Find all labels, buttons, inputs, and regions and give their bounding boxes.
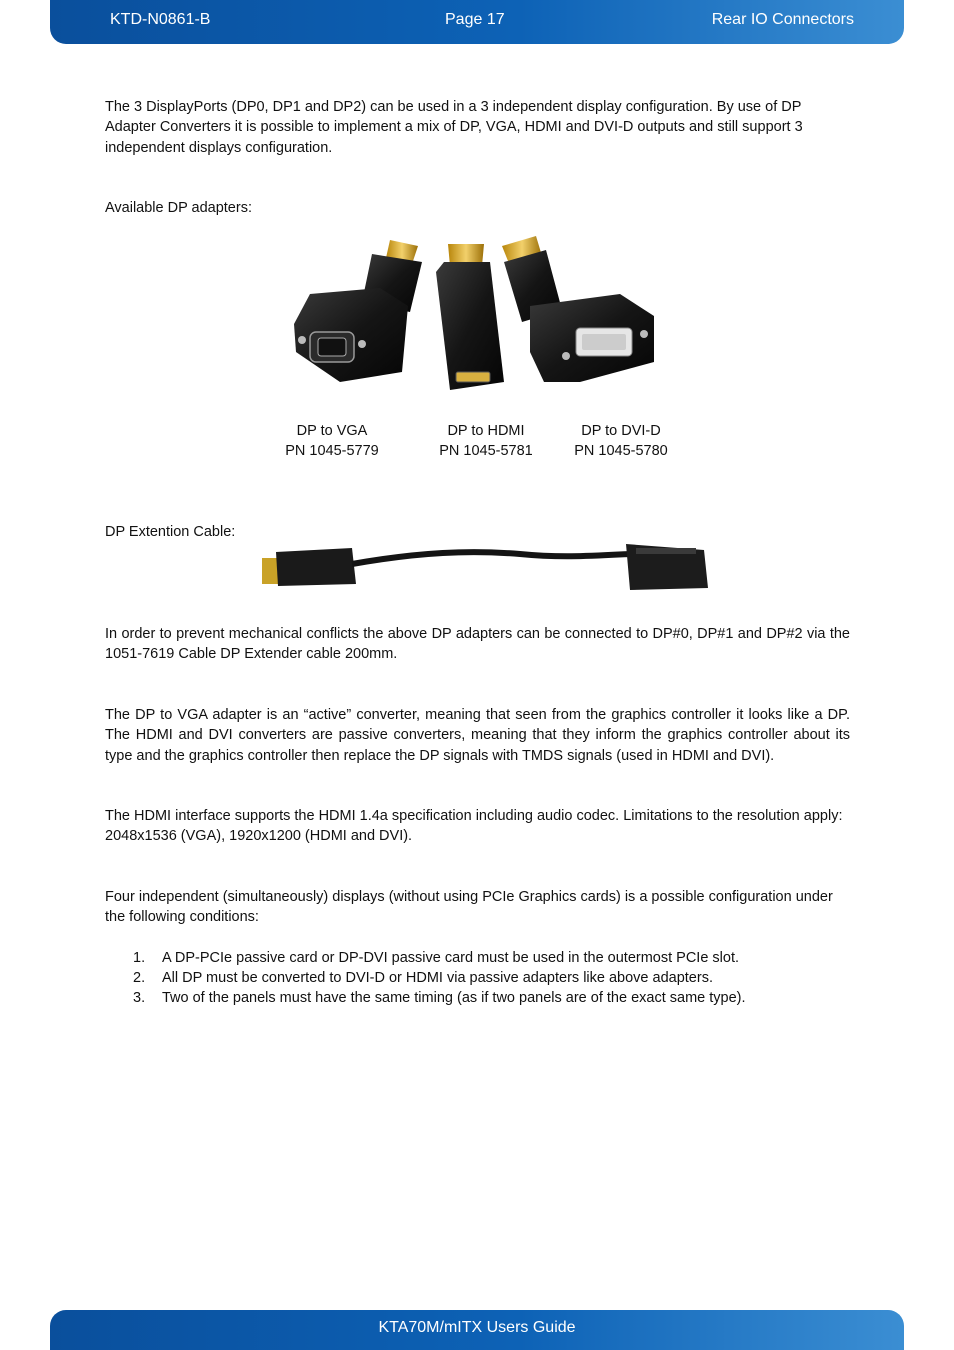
- adapter-name: DP to DVI-D: [581, 423, 661, 439]
- list-number: 2.: [133, 970, 146, 986]
- active-converter-paragraph: The DP to VGA adapter is an “active” converter, meaning that seen from the graphics controller it looks like a DP. The HDMI and DVI converters are passive converters, meaning that they inform the graphics controller about its type and the graphics controller then replace the DP signals with TMDS signals (used in HDMI and DVI).: [105, 707, 850, 764]
- dp-extension-cable-image: [260, 538, 712, 594]
- adapter-pn: PN 1045-5780: [574, 443, 668, 459]
- extension-label: DP Extention Cable:: [105, 524, 236, 540]
- list-text: All DP must be converted to DVI-D or HDMI via passive adapters like above adapters.: [162, 970, 713, 986]
- section-title: Rear IO Connectors: [711, 11, 854, 28]
- intro-paragraph: The 3 DisplayPorts (DP0, DP1 and DP2) can be used in a 3 independent display configuration. By use of DP Adapter Converters it is possible to implement a mix of DP, VGA, HDMI and DVI-D outputs and still support 3 independent displays configuration.: [105, 99, 803, 156]
- adapter-pn: PN 1045-5781: [439, 443, 533, 459]
- adapter-caption-vga: [257, 421, 407, 461]
- adapter-pn: PN 1045-5779: [285, 443, 379, 459]
- dp-to-vga-adapter-image: [294, 240, 422, 382]
- page-footer: [50, 1310, 904, 1350]
- doc-id: KTD-N0861-B: [110, 11, 211, 28]
- adapters-label: Available DP adapters:: [105, 200, 252, 216]
- list-text: A DP-PCIe passive card or DP-DVI passive card must be used in the outermost PCIe slot.: [162, 950, 740, 966]
- adapter-name: DP to HDMI: [447, 423, 525, 439]
- dp-to-dvi-adapter-image: [502, 236, 654, 382]
- list-number: 1.: [133, 950, 146, 966]
- page-header: [50, 0, 904, 44]
- adapter-caption-hdmi: [411, 421, 561, 461]
- adapter-name: DP to VGA: [296, 423, 368, 439]
- dp-adapters-image: [290, 232, 660, 397]
- footer-title: KTA70M/mITX Users Guide: [378, 1319, 576, 1336]
- list-number: 3.: [133, 990, 146, 1006]
- dp-to-hdmi-adapter-image: [436, 244, 504, 390]
- hdmi-paragraph: The HDMI interface supports the HDMI 1.4a specification including audio codec. Limitations to the resolution apply: 2048x1536 (VGA), 1920x1200 (HDMI and DVI).: [105, 808, 843, 845]
- list-text: Two of the panels must have the same timing (as if two panels are of the exact same type).: [162, 990, 746, 1006]
- page-number: Page 17: [445, 11, 505, 28]
- adapter-caption-dvi: [546, 421, 696, 461]
- four-displays-paragraph: Four independent (simultaneously) displays (without using PCIe Graphics cards) is a possible configuration under the following conditions:: [105, 889, 833, 926]
- conflicts-paragraph: In order to prevent mechanical conflicts the above DP adapters can be connected to DP#0, DP#1 and DP#2 via the 1051-7619 Cable DP Extender cable 200mm.: [105, 626, 850, 663]
